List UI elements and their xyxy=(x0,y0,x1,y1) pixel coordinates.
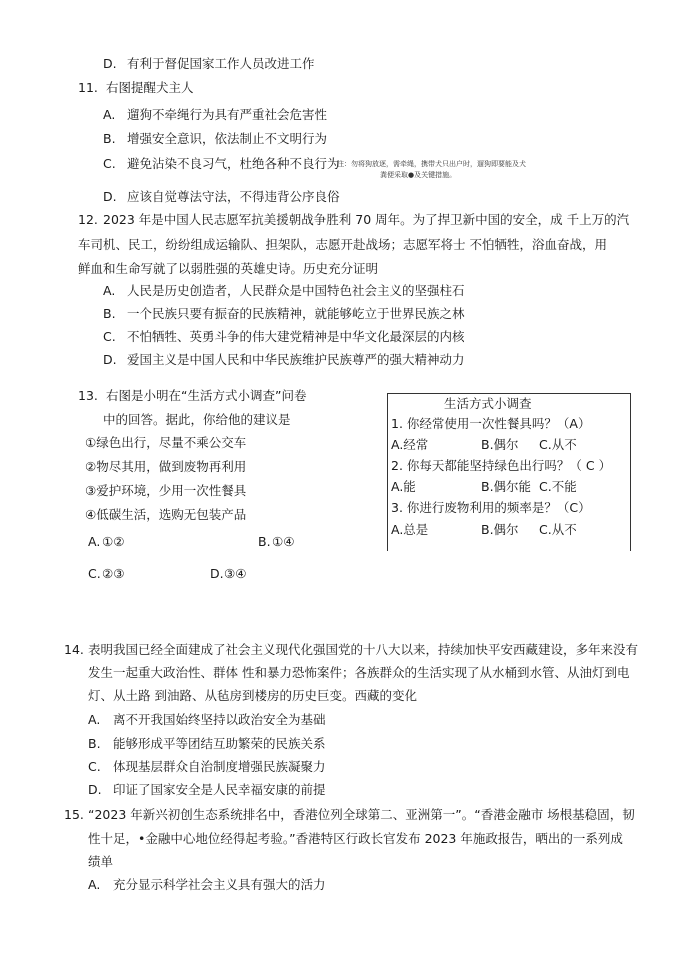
q14-stem-line1: 表明我国已经全面建成了社会主义现代化强国党的十八大以来，持续加快平安西藏建设，多年来没有 xyxy=(88,642,639,657)
q14-option-d-text: 印证了国家安全是人民幸福安康的前提 xyxy=(113,782,326,797)
q13-choice-d-text: ③④ xyxy=(224,566,247,581)
q15-stem-line3: 绩单 xyxy=(88,854,114,869)
q11-option-c-label: C. xyxy=(103,156,116,171)
q13-item-2: ②物尽其用，做到废物再利用 xyxy=(85,459,247,474)
q15-option-a-text: 充分显示科学社会主义具有强大的活力 xyxy=(113,877,326,892)
q11-number: 11. xyxy=(78,80,98,95)
q14-stem-line3: 灯、从土路 到油路、从毡房到楼房的历史巨变。西藏的变化 xyxy=(88,688,417,703)
q14-option-b-label: B. xyxy=(88,736,101,751)
q12-option-d-label: D. xyxy=(103,352,117,367)
q12-option-b-text: 一个民族只要有振奋的民族精神，就能够屹立于世界民族之林 xyxy=(127,306,465,321)
q15-option-a-label: A. xyxy=(88,877,101,892)
q13-choice-d-label: D. xyxy=(210,566,224,581)
q12-option-c-text: 不怕牺牲、英勇斗争的伟大建党精神是中华文化最深层的内核 xyxy=(127,329,465,344)
survey-question-1: 1. 你经常使用一次性餐具吗？（A） xyxy=(391,416,591,431)
q11-note-line2: 粪便采取●及关键措施。 xyxy=(380,171,457,179)
q12-option-b-label: B. xyxy=(103,306,116,321)
q13-stem-line1: 右图是小明在“生活方式小调查”问卷 xyxy=(106,388,307,403)
q12-option-c-label: C. xyxy=(103,329,116,344)
survey-q1-option-c: C.从不 xyxy=(539,437,577,452)
q12-option-a-text: 人民是历史创造者，人民群众是中国特色社会主义的坚强柱石 xyxy=(127,283,465,298)
q14-option-c-text: 体现基层群众自治制度增强民族凝聚力 xyxy=(113,759,326,774)
q14-option-b-text: 能够形成平等团结互助繁荣的民族关系 xyxy=(113,736,326,751)
survey-q3-option-c: C.从不 xyxy=(539,522,577,537)
q12-option-a-label: A. xyxy=(103,283,116,298)
q11-option-d-label: D. xyxy=(103,189,117,204)
q13-item-1: ①绿色出行，尽量不乘公交车 xyxy=(85,435,247,450)
q11-option-b-label: B. xyxy=(103,131,116,146)
survey-question-2: 2. 你每天都能坚持绿色出行吗？（ C ） xyxy=(391,458,612,473)
q15-number: 15. xyxy=(64,807,84,822)
survey-question-3: 3. 你进行废物利用的频率是？（C） xyxy=(391,500,591,515)
q10-option-d-label: D. xyxy=(103,56,117,71)
q11-option-b-text: 增强安全意识，依法制止不文明行为 xyxy=(127,131,328,146)
survey-q2-option-a: A.能 xyxy=(391,479,416,494)
q14-option-a-label: A. xyxy=(88,712,101,727)
q13-stem-line2: 中的回答。据此，你给他的建议是 xyxy=(103,412,291,427)
q11-option-a-text: 遛狗不牵绳行为具有严重社会危害性 xyxy=(127,107,328,122)
q15-stem-line2: 性十足，•金融中心地位经得起考验。”香港特区行政长官发布 2023 年施政报告，晒出的一系列成 xyxy=(88,831,623,846)
q11-option-d-text: 应该自觉尊法守法，不得违背公序良俗 xyxy=(127,189,340,204)
survey-q2-option-b: B.偶尔能 xyxy=(481,479,532,494)
survey-q1-option-a: A.经常 xyxy=(391,437,429,452)
q12-number: 12. xyxy=(78,212,98,227)
q10-option-d-text: 有利于督促国家工作人员改进工作 xyxy=(127,56,315,71)
q13-choice-c-label: C. xyxy=(88,566,101,581)
q14-number: 14. xyxy=(64,642,84,657)
q12-stem-line3: 鲜血和生命写就了以弱胜强的英雄史诗。历史充分证明 xyxy=(78,261,379,276)
q15-stem-line1: “2023 年新兴初创生态系统排名中，香港位列全球第二、亚洲第一”。“香港金融市 场根基稳固，韧 xyxy=(88,807,635,822)
q13-item-4: ④低碳生活，选购无包装产品 xyxy=(85,507,247,522)
q13-choice-a-label: A. xyxy=(88,534,101,549)
q12-option-d-text: 爱国主义是中国人民和中华民族维护民族尊严的强大精神动力 xyxy=(127,352,465,367)
survey-title: 生活方式小调查 xyxy=(444,396,532,411)
q12-stem-line2: 车司机、民工，纷纷组成运输队、担架队，志愿开赴战场；志愿军将士 不怕牺牲，浴血奋战，用 xyxy=(78,237,607,252)
q13-number: 13. xyxy=(78,388,98,403)
q11-option-a-label: A. xyxy=(103,107,116,122)
q13-choice-b-label: B. xyxy=(258,534,271,549)
q13-choice-c-text: ②③ xyxy=(102,566,125,581)
q14-option-a-text: 离不开我国始终坚持以政治安全为基础 xyxy=(113,712,326,727)
q13-choice-a-text: ①② xyxy=(102,534,125,549)
survey-q3-option-b: B.偶尔 xyxy=(481,522,519,537)
q11-stem: 右图提醒犬主人 xyxy=(106,80,194,95)
survey-q2-option-c: C.不能 xyxy=(539,479,577,494)
survey-q3-option-a: A.总是 xyxy=(391,522,429,537)
q14-stem-line2: 发生一起重大政治性、群体 性和暴力恐怖案件；各族群众的生活实现了从水桶到水管、从油灯到电 xyxy=(88,665,630,680)
q14-option-c-label: C. xyxy=(88,759,101,774)
survey-q1-option-b: B.偶尔 xyxy=(481,437,519,452)
q12-stem-line1: 2023 年是中国人民志愿军抗美援朝战争胜利 70 周年。为了捍卫新中国的安全，成 千上万的汽 xyxy=(103,212,630,227)
q13-item-3: ③爱护环境，少用一次性餐具 xyxy=(85,483,247,498)
q13-choice-b-text: ①④ xyxy=(272,534,295,549)
q14-option-d-label: D. xyxy=(88,782,102,797)
q11-note-line1: 注：勿将狗放逐，需牵绳，携带犬只出户时，遛狗即要能及犬 xyxy=(337,160,526,168)
q11-option-c-text: 避免沾染不良习气，杜绝各种不良行为 xyxy=(127,156,340,171)
